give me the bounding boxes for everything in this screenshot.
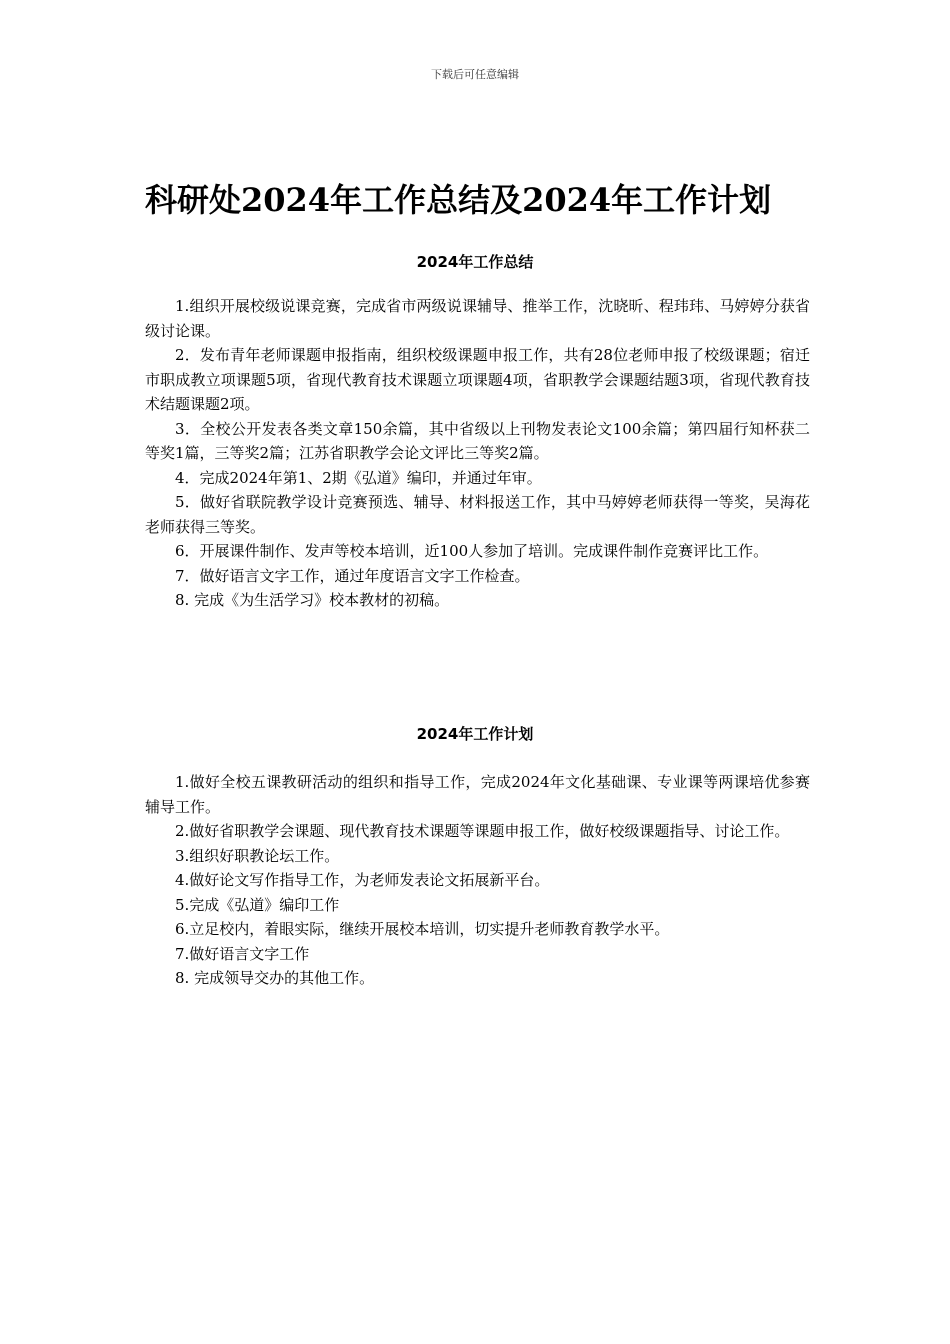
summary-heading: 2024年工作总结 — [416, 253, 534, 271]
plan-list — [145, 770, 810, 991]
document-title: 科研处2024年工作总结及2024年工作计划 — [145, 181, 772, 219]
plan-item: 4.做好论文写作指导工作，为老师发表论文拓展新平台。 — [175, 871, 550, 889]
summary-item: 5．做好省联院教学设计竞赛预选、辅导、材料报送工作，其中马婷婷老师获得一等奖，吴海花老师获得三等奖。 — [145, 493, 810, 536]
header-note: 下载后可任意编辑 — [431, 68, 519, 81]
summary-list — [145, 294, 810, 613]
summary-item: 1.组织开展校级说课竞赛，完成省市两级说课辅导、推举工作，沈晓昕、程玮玮、马婷婷分获省级讨论课。 — [145, 297, 810, 340]
plan-item: 7.做好语言文字工作 — [175, 944, 310, 963]
summary-item: 4．完成2024年第1、2期《弘道》编印，并通过年审。 — [175, 468, 542, 487]
summary-item: 6．开展课件制作、发声等校本培训，近100人参加了培训。完成课件制作竞赛评比工作。 — [175, 542, 769, 560]
plan-item: 3.组织好职教论坛工作。 — [175, 846, 340, 865]
plan-item: 6.立足校内，着眼实际，继续开展校本培训，切实提升老师教育教学水平。 — [175, 920, 670, 938]
plan-item: 5.完成《弘道》编印工作 — [175, 895, 340, 914]
summary-item: 8. 完成《为生活学习》校本教材的初稿。 — [175, 591, 450, 609]
plan-heading: 2024年工作计划 — [416, 725, 534, 743]
plan-item: 8. 完成领导交办的其他工作。 — [175, 969, 375, 987]
plan-item: 2.做好省职教学会课题、现代教育技术课题等课题申报工作，做好校级课题指导、讨论工作。 — [175, 822, 790, 840]
summary-item: 2．发布青年老师课题申报指南，组织校级课题申报工作，共有28位老师申报了校级课题；宿迁市职成教立项课题5项，省现代教育技术课题立项课题4项，省职教学会课题结题3项，省现代教育技术结题课题2项。 — [145, 346, 810, 413]
plan-item: 1.做好全校五课教研活动的组织和指导工作，完成2024年文化基础课、专业课等两课培优参赛辅导工作。 — [145, 773, 810, 816]
summary-item: 7．做好语言文字工作，通过年度语言文字工作检查。 — [175, 566, 530, 585]
summary-item: 3．全校公开发表各类文章150余篇，其中省级以上刊物发表论文100余篇；第四届行知杯获二等奖1篇，三等奖2篇；江苏省职教学会论文评比三等奖2篇。 — [145, 419, 810, 462]
